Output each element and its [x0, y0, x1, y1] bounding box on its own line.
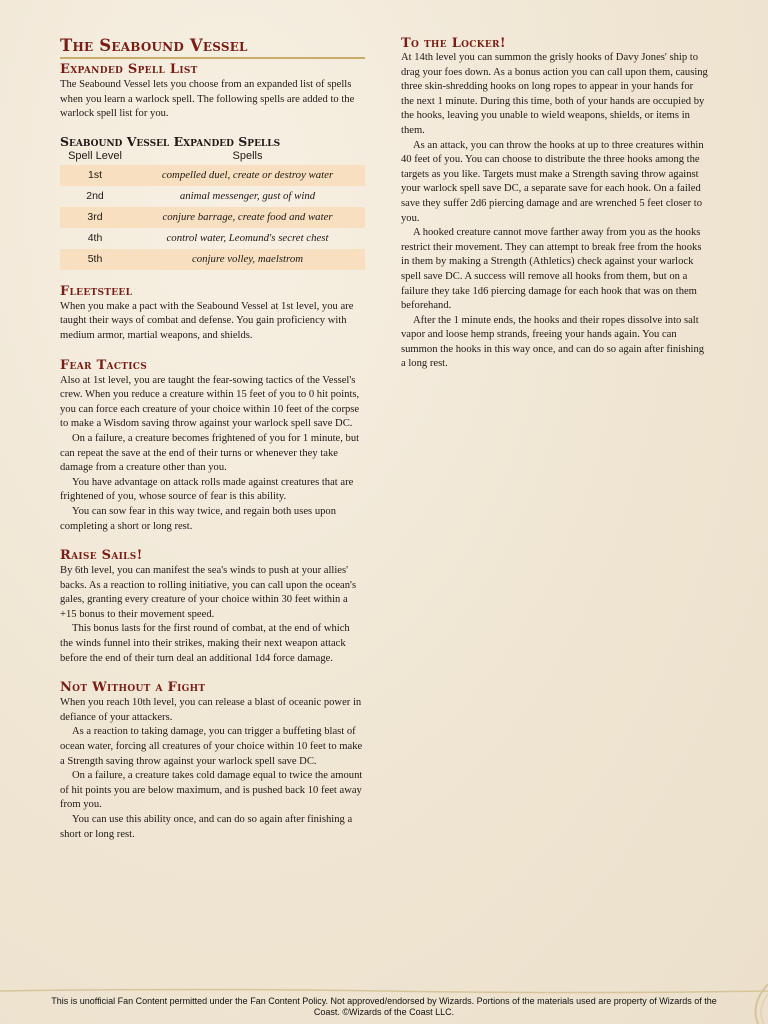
to-the-locker-paragraph: After the 1 minute ends, the hooks and their ropes dissolve into salt vapor and loose hemp strands, freeing your hands again. You can summon the hooks in this way once, and can do so again after finishing a long rest. [401, 314, 705, 370]
footer-legal-text: This is unofficial Fan Content permitted under the Fan Content Policy. Not approved/endorsed by Wizards. Portions of the materials used are property of Wizards of the Coast. ©Wizards of the Coast LLC. [51, 996, 717, 1017]
spells-cell: conjure volley, maelstrom [130, 249, 365, 270]
spells-cell: animal messenger, gust of wind [179, 189, 316, 202]
raise-sails-heading: Raise Sails! [60, 548, 143, 564]
table-row [60, 228, 365, 249]
to-the-locker-paragraph: As an attack, you can throw the hooks at up to three creatures within 40 feet of you. You can choose to distribute the three hooks among the targets as you like. Targets must make a Strength saving throw against your warlock spell save DC, a separate save for each hook. On a failed save they suffer 2d6 piercing damage and are wrenched 5 feet closer to you. [401, 139, 704, 224]
page-corner-flourish [728, 984, 768, 1024]
not-without-a-fight-paragraph: When you reach 10th level, you can release a blast of oceanic power in defiance of your attackers. [60, 697, 362, 723]
fleetsteel-text: When you make a pact with the Seabound Vessel at 1st level, you are taught their ways of combat and defense. You gain proficiency with medium armor, martial weapons, and shields. [60, 300, 354, 341]
not-without-a-fight-paragraph: On a failure, a creature takes cold damage equal to twice the amount of hit points you are below maximum, and is pushed back 10 feet away from you. [60, 770, 363, 811]
to-the-locker-paragraph: At 14th level you can summon the grisly hooks of Davy Jones' ship to drag your foes down. As a bonus action you can call upon them, causing three skin-shredding hooks on long ropes to appear in your hands for the next 1 minute. During this time, both of your hands are occupied by the hooks, leaving you unable to wield weapons, shields, or items in them. [401, 52, 708, 136]
spells-header: Spells [232, 149, 263, 162]
table-row [60, 186, 365, 207]
spell-level-header: Spell Level [68, 149, 122, 162]
expanded-spell-list-heading: Expanded Spell List [60, 62, 198, 77]
not-without-a-fight-heading: Not Without a Fight [60, 680, 206, 696]
spell-level-cell: 4th [87, 231, 103, 244]
table-row [60, 207, 365, 228]
spell-level-cell: 3rd [60, 207, 130, 228]
fear-tactics-paragraph: You have advantage on attack rolls made against creatures that are frightened of you, whose source of fear is this ability. [60, 476, 354, 503]
footer-decoration [0, 988, 768, 994]
fear-tactics-paragraph: Also at 1st level, you are taught the fear-sowing tactics of the Vessel's crew. When you reduce a creature within 15 feet of you to 0 hit points, you can force each creature of your choice within 10 feet of the corpse to make a Wisdom saving throw against your warlock spell save DC. [60, 374, 360, 430]
spell-table-header-row [60, 150, 365, 165]
raise-sails-paragraph: By 6th level, you can manifest the sea's winds to push at your allies' backs. As a reaction to rolling initiative, you can call upon the ocean's gales, granting every creature of your choice within 30 feet within a +15 bonus to their movement speed. [60, 565, 357, 620]
table-row [60, 165, 365, 186]
right-column [401, 36, 708, 372]
fleetsteel-heading: Fleetsteel [60, 283, 133, 299]
spells-cell: compelled duel, create or destroy water [130, 165, 365, 186]
fear-tactics-paragraph: You can sow fear in this way twice, and regain both uses upon completing a short or long rest. [60, 505, 337, 532]
table-row [60, 249, 365, 270]
spell-table-title: Seabound Vessel Expanded Spells [60, 133, 281, 149]
spells-cell: control water, Leomund's secret chest [166, 231, 329, 244]
raise-sails-paragraph: This bonus lasts for the first round of combat, at the end of which the winds funnel into their strikes, making their next weapon attack before the end of their turn deal an additional 1d4 force damage. [60, 623, 350, 664]
spell-level-cell: 5th [60, 249, 130, 270]
spells-cell: conjure barrage, create food and water [130, 207, 365, 228]
fear-tactics-paragraph: On a failure, a creature becomes frightened of you for 1 minute, but can repeat the save at the end of their turns or whenever they take damage from a creature other than you. [60, 432, 360, 474]
fear-tactics-heading: Fear Tactics [60, 357, 148, 373]
spell-level-cell: 2nd [86, 189, 104, 202]
spell-table [60, 150, 365, 270]
left-column [60, 36, 365, 842]
not-without-a-fight-paragraph: As a reaction to taking damage, you can trigger a buffeting blast of ocean water, forcing all creatures of your choice within 10 feet to make a Strength saving throw against your warlock spell save DC. [60, 726, 363, 767]
spell-level-cell: 1st [60, 165, 130, 186]
not-without-a-fight-paragraph: You can use this ability once, and can do so again after finishing a short or long rest. [60, 814, 353, 840]
to-the-locker-paragraph: A hooked creature cannot move farther away from you as the hooks restrict their movement. They can attempt to break free from the hooks in them by making a Strength (Athletics) check against your warlock spell save DC. A success will remove all hooks from them, but on a failure they take 1d6 piercing damage for each hook that was on them beforehand. [401, 227, 702, 312]
expanded-spell-list-text: The Seabound Vessel lets you choose from an expanded list of spells when you learn a warlock spell. The following spells are added to the warlock spell list for you. [60, 79, 355, 120]
to-the-locker-heading: To the Locker! [401, 36, 506, 51]
page-title: The Seabound Vessel [60, 36, 365, 59]
